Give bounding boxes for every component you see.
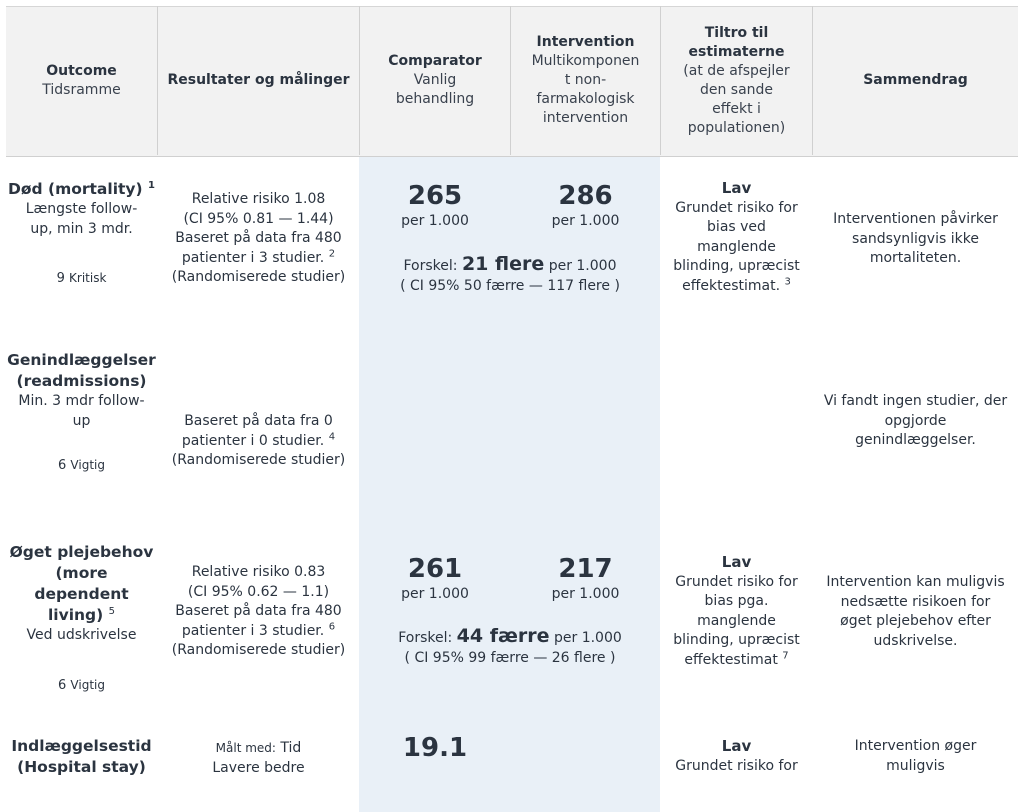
difference-ci: ( CI 95% 50 færre — 117 flere ) bbox=[400, 277, 620, 294]
evidence-basis-text: patienter i 3 studier. bbox=[181, 249, 325, 266]
evidence-basis: Baseret på data fra 480 bbox=[175, 603, 342, 619]
measured-with-value: Tid bbox=[280, 740, 302, 756]
footnote-ref[interactable]: 4 bbox=[328, 430, 336, 442]
comparator-cell bbox=[360, 554, 510, 604]
outcome-cell bbox=[6, 350, 157, 476]
header-summary-title: Sammendrag bbox=[863, 72, 968, 88]
header-certainty-sub: den sande bbox=[699, 81, 774, 98]
outcome-title: (Hospital stay) bbox=[17, 758, 146, 776]
certainty-reason: manglende bbox=[697, 612, 776, 629]
outcome-title: (readmissions) bbox=[16, 372, 147, 390]
difference-ci: ( CI 95% 99 færre — 26 flere ) bbox=[404, 649, 616, 666]
certainty-cell bbox=[661, 553, 812, 670]
summary-text: nedsætte risikoen for bbox=[840, 593, 991, 610]
header-certainty-sub: effekt i bbox=[712, 100, 761, 117]
certainty-level: Lav bbox=[721, 737, 752, 755]
summary-text: Interventionen påvirker bbox=[833, 211, 998, 227]
certainty-reason: bias ved bbox=[707, 219, 766, 235]
summary-text: Intervention kan muligvis bbox=[826, 574, 1005, 590]
outcome-title: (more dependent bbox=[34, 564, 129, 603]
header-intervention-sub: intervention bbox=[542, 110, 629, 126]
certainty-cell bbox=[661, 737, 812, 776]
confidence-interval: (CI 95% 0.81 — 1.44) bbox=[183, 210, 334, 227]
certainty-reason: blinding, upræcist bbox=[673, 258, 800, 274]
header-comparator-sub: behandling bbox=[395, 91, 475, 107]
header-results bbox=[158, 6, 359, 155]
evidence-basis bbox=[158, 622, 359, 642]
certainty-reason: bias pga. bbox=[704, 593, 769, 609]
outcome-cell bbox=[6, 542, 157, 695]
summary-cell bbox=[813, 573, 1018, 651]
certainty-reason: Grundet risiko for bbox=[675, 573, 798, 590]
results-cell bbox=[158, 412, 359, 471]
summary-cell bbox=[813, 392, 1018, 451]
outcome-cell bbox=[6, 736, 157, 778]
importance bbox=[6, 269, 157, 289]
footnote-ref[interactable]: 2 bbox=[328, 247, 336, 259]
header-intervention-sub: farmakologisk bbox=[536, 91, 635, 107]
header-certainty bbox=[661, 6, 812, 155]
comparator-value: 261 bbox=[407, 554, 463, 584]
outcome-title-text: living) bbox=[47, 606, 104, 624]
summary-text: opgjorde bbox=[884, 412, 947, 429]
evidence-basis-text: patienter i 0 studier. bbox=[181, 432, 325, 449]
certainty-cell bbox=[661, 179, 812, 296]
certainty-reason: Grundet risiko for bbox=[675, 757, 798, 774]
outcome-title bbox=[6, 179, 157, 200]
outcome-title: Genindlæggelser bbox=[7, 351, 156, 369]
difference-cell bbox=[360, 627, 660, 668]
comparator-cell bbox=[360, 181, 510, 231]
difference-line bbox=[360, 255, 660, 277]
header-comparator bbox=[360, 6, 510, 155]
importance bbox=[6, 676, 157, 696]
direction-note: Lavere bedre bbox=[212, 759, 305, 776]
header-results-title: Resultater og målinger bbox=[167, 72, 350, 88]
difference-unit: per 1.000 bbox=[553, 630, 622, 646]
certainty-reason: blinding, upræcist bbox=[673, 632, 800, 648]
measured-with bbox=[158, 739, 359, 759]
footnote-ref[interactable]: 6 bbox=[328, 620, 336, 632]
evidence-basis-text: patienter i 3 studier. bbox=[181, 622, 325, 639]
evidence-basis: Baseret på data fra 480 bbox=[175, 230, 342, 246]
importance-label: Kritisk bbox=[69, 271, 107, 285]
intervention-cell bbox=[511, 554, 660, 604]
header-intervention bbox=[511, 6, 660, 155]
header-intervention-title: Intervention bbox=[536, 34, 635, 50]
outcome-timeframe: up, min 3 mdr. bbox=[30, 220, 133, 237]
summary-text: udskrivelse. bbox=[873, 632, 958, 649]
relative-risk: Relative risiko 0.83 bbox=[191, 564, 326, 580]
summary-text: sandsynligvis ikke bbox=[852, 230, 979, 247]
summary-text: Vi fandt ingen studier, der bbox=[823, 393, 1008, 409]
difference-unit: per 1.000 bbox=[548, 258, 617, 274]
header-comparator-sub: Vanlig bbox=[413, 72, 457, 88]
results-cell bbox=[158, 739, 359, 778]
outcome-title-text: Død (mortality) bbox=[7, 180, 143, 198]
difference-label: Forskel: bbox=[398, 630, 453, 646]
summary-cell bbox=[813, 210, 1018, 269]
certainty-reason: Grundet risiko for bbox=[675, 199, 798, 216]
outcome-timeframe: up bbox=[72, 412, 91, 429]
footnote-ref[interactable]: 7 bbox=[782, 649, 789, 661]
importance-score: 6 bbox=[58, 677, 67, 693]
comparator-cell bbox=[360, 733, 510, 763]
measured-with-label: Målt med: bbox=[215, 741, 276, 755]
certainty-reason-text: effektestimat bbox=[684, 651, 778, 668]
certainty-reason-text: effektestimat. bbox=[682, 277, 781, 294]
certainty-level: Lav bbox=[721, 553, 752, 571]
study-type: (Randomiserede studier) bbox=[171, 452, 346, 468]
outcome-timeframe: Min. 3 mdr follow- bbox=[18, 393, 145, 409]
comparator-value: 265 bbox=[407, 181, 463, 211]
header-outcome-title: Outcome bbox=[46, 62, 117, 79]
footnote-ref[interactable]: 1 bbox=[148, 179, 155, 191]
difference-line bbox=[360, 627, 660, 649]
certainty-reason bbox=[661, 277, 812, 297]
intervention-value: 286 bbox=[558, 181, 613, 211]
summary-text: muligvis bbox=[886, 757, 945, 774]
outcome-title: Indlæggelsestid bbox=[11, 737, 152, 755]
results-cell bbox=[158, 190, 359, 288]
header-intervention-sub: t non- bbox=[564, 72, 607, 88]
importance-label: Vigtig bbox=[70, 458, 105, 472]
footnote-ref[interactable]: 5 bbox=[108, 605, 116, 617]
header-summary bbox=[813, 6, 1018, 155]
header-certainty-sub: populationen) bbox=[687, 119, 786, 136]
evidence-basis: Baseret på data fra 0 bbox=[184, 413, 333, 429]
importance-score: 9 bbox=[56, 271, 65, 286]
outcome-timeframe: Længste follow- bbox=[25, 201, 138, 217]
comparator-unit: per 1.000 bbox=[401, 586, 469, 602]
relative-risk: Relative risiko 1.08 bbox=[191, 191, 326, 207]
summary-text: Intervention øger bbox=[854, 738, 977, 754]
study-type: (Randomiserede studier) bbox=[171, 642, 346, 658]
intervention-value: 217 bbox=[558, 554, 613, 584]
outcome-timeframe: Ved udskrivelse bbox=[26, 627, 137, 643]
outcome-title bbox=[6, 605, 157, 626]
study-type: (Randomiserede studier) bbox=[171, 269, 346, 285]
summary-text: genindlæggelser. bbox=[855, 432, 976, 448]
importance-score: 6 bbox=[58, 458, 67, 473]
header-outcome bbox=[6, 6, 157, 155]
comparator-value: 19.1 bbox=[402, 733, 468, 763]
certainty-reason bbox=[661, 651, 812, 671]
footnote-ref[interactable]: 3 bbox=[784, 275, 791, 287]
importance bbox=[6, 456, 157, 476]
outcome-cell bbox=[6, 179, 157, 289]
evidence-basis bbox=[158, 249, 359, 269]
difference-value: 21 flere bbox=[461, 253, 545, 275]
header-certainty-title: estimaterne bbox=[688, 43, 785, 60]
certainty-reason: manglende bbox=[697, 238, 776, 255]
summary-cell bbox=[813, 737, 1018, 776]
outcome-title: Øget plejebehov bbox=[9, 543, 154, 561]
header-comparator-title: Comparator bbox=[388, 53, 482, 69]
intervention-cell bbox=[511, 181, 660, 231]
confidence-interval: (CI 95% 0.62 — 1.1) bbox=[187, 583, 330, 600]
summary-text: øget plejebehov efter bbox=[840, 613, 991, 629]
importance-label: Vigtig bbox=[70, 677, 105, 692]
comparator-unit: per 1.000 bbox=[401, 213, 469, 229]
intervention-unit: per 1.000 bbox=[551, 586, 620, 602]
difference-value: 44 færre bbox=[456, 625, 550, 647]
difference-cell bbox=[360, 255, 660, 296]
difference-label: Forskel: bbox=[403, 258, 458, 274]
header-outcome-sub: Tidsramme bbox=[42, 81, 121, 98]
evidence-basis bbox=[158, 432, 359, 452]
header-certainty-title: Tiltro til bbox=[704, 24, 769, 41]
certainty-level: Lav bbox=[721, 179, 752, 197]
summary-text: mortaliteten. bbox=[869, 250, 962, 266]
intervention-unit: per 1.000 bbox=[551, 213, 620, 229]
header-intervention-sub: Multikomponen bbox=[531, 53, 640, 69]
results-cell bbox=[158, 563, 359, 661]
header-certainty-sub: (at de afspejler bbox=[683, 62, 790, 79]
